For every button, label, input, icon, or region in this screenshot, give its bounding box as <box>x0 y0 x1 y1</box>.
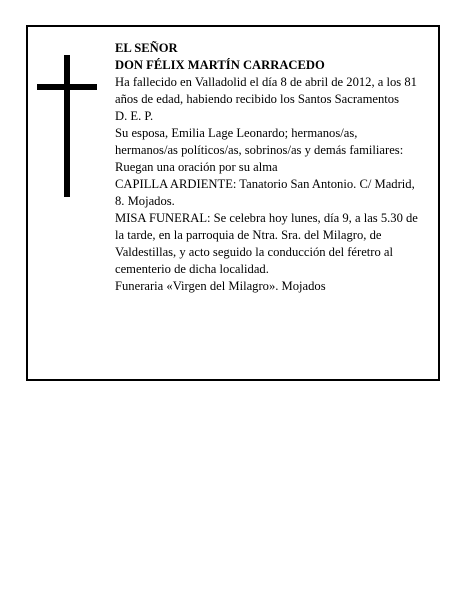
obituary-deceased-name: DON FÉLIX MARTÍN CARRACEDO <box>115 58 325 72</box>
cross-vertical-bar <box>64 55 70 197</box>
obituary-heading-title: EL SEÑOR <box>115 41 178 55</box>
obituary-chapel: CAPILLA ARDIENTE: Tanatorio San Antonio. C/ Madrid, 8. Mojados. <box>115 177 415 208</box>
obituary-funeral-home: Funeraria «Virgen del Milagro». Mojados <box>115 279 326 293</box>
obituary-prayer-request: Ruegan una oración por su alma <box>115 160 278 174</box>
obituary-family: Su esposa, Emilia Lage Leonardo; hermanos/as, hermanos/as políticos/as, sobrinos/as y demás familiares: <box>115 126 404 157</box>
obituary-text <box>115 40 420 295</box>
obituary-funeral-mass: MISA FUNERAL: Se celebra hoy lunes, día 9, a las 5.30 de la tarde, en la parroquia de Ntra. Sra. del Milagro, de Valdestillas, y acto seguido la conducción del féretro al cementerio de dicha localidad. <box>115 211 418 276</box>
obituary-death-notice: Ha fallecido en Valladolid el día 8 de abril de 2012, a los 81 años de edad, habiendo recibido los Santos Sacramentos <box>115 75 417 106</box>
cross-horizontal-bar <box>37 84 97 90</box>
obituary-dep: D. E. P. <box>115 109 154 123</box>
